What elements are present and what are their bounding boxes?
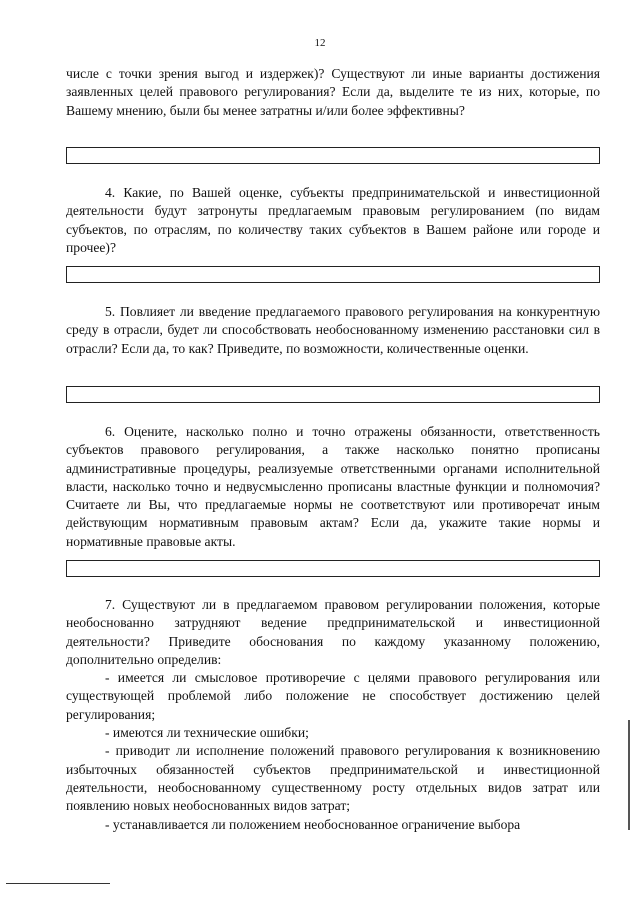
question-7-item-1: - имеется ли смысловое противоречие с целями правового регулирования или существующей проблемой либо положение не способствует достижению целей регулирования;	[66, 670, 600, 722]
question-7-text: 7. Существуют ли в предлагаемом правовом регулировании положения, которые необоснованно затрудняют ведение предпринимательской и инвестиционной деятельности? Приведите обоснования по каждому указанному положению, дополнительно определив:	[66, 597, 600, 667]
question-7-item-4: - устанавливается ли положением необоснованное ограничение выбора	[105, 816, 521, 832]
scan-edge-mark	[628, 720, 630, 830]
question-6-text: 6. Оцените, насколько полно и точно отражены обязанности, ответственность субъектов правового регулирования, а также насколько понятно прописаны административные процедуры, реализуемые ответственными органами исполнительной власти, насколько точно и недвусмысленно прописаны властные функции и полномочия? Считаете ли Вы, что предлагаемые нормы не соответствуют или противоречат иным действующим нормативным правовым актам? Если да, укажите такие нормы и нормативные правовые акты.	[66, 424, 600, 549]
footnote-divider	[6, 883, 110, 884]
question-7-item-2: - имеются ли технические ошибки;	[105, 725, 309, 741]
question-7-block	[66, 596, 600, 834]
page-number: 12	[314, 37, 326, 49]
answer-field-q5[interactable]	[66, 386, 600, 403]
question-4-text: 4. Какие, по Вашей оценке, субъекты предпринимательской и инвестиционной деятельности будут затронуты предлагаемым правовым регулированием (по видам субъектов, по отраслям, по количеству таких субъектов в Вашем районе или городе и прочее)?	[66, 185, 600, 255]
answer-field-q4[interactable]	[66, 266, 600, 283]
answer-field-q6[interactable]	[66, 560, 600, 577]
question-7-item-3: - приводит ли исполнение положений правового регулирования к возникновению избыточных обязанностей субъектов предпринимательской и инвестиционной деятельности, необоснованному существенному росту отдельных видов затрат или появлению новых необоснованных видов затрат;	[66, 743, 600, 814]
question-5-text: 5. Повлияет ли введение предлагаемого правового регулирования на конкурентную среду в отрасли, будет ли способствовать необоснованному изменению расстановки сил в отрасли? Если да, то как? Приведите, по возможности, количественные оценки.	[66, 304, 600, 356]
answer-field-intro[interactable]	[66, 147, 600, 164]
intro-paragraph: числе с точки зрения выгод и издержек)? Существуют ли иные варианты достижения заявленных целей правового регулирования? Если да, выделите те из них, которые, по Вашему мнению, были бы менее затратны и/или более эффективны?	[66, 66, 600, 118]
